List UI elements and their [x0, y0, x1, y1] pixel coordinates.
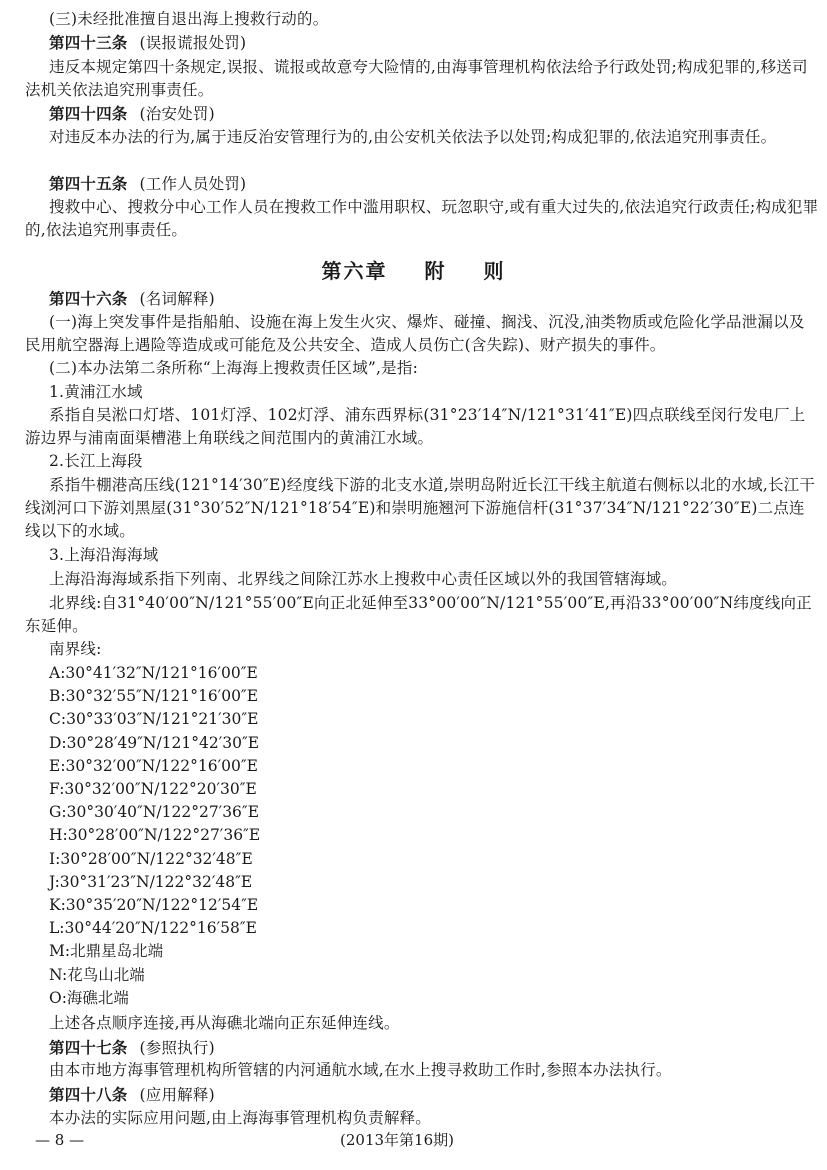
article-title: (误报谎报处罚): [139, 34, 247, 52]
article-title: (工作人员处罚): [139, 175, 247, 193]
paragraph: 对违反本办法的行为,属于违反治安管理行为的,由公安机关依法予以处罚;构成犯罪的,依法追究刑事责任。: [49, 128, 777, 146]
paragraph: (二)本办法第二条所称“上海海上搜救责任区域”,是指:: [49, 359, 418, 377]
article-heading: [25, 287, 820, 311]
article-number: 第四十五条: [49, 174, 128, 193]
article-title: (治安处罚): [139, 105, 215, 123]
paragraph: 系指牛棚港高压线(121°14′30″E)经度线下游的北支水道,崇明岛附近长江干线主航道右侧标以北的水域,长江干线浏河口下游刘黑屋(31°30′52″N/121°18′54″E)和崇明施翘河下游施信杆(31°37′34″N/121°22′30″E)二点连线以下的水域。: [25, 476, 816, 541]
chapter-label: 第六章: [321, 259, 388, 283]
boundary-point: M:北鼎星岛北端: [49, 942, 164, 961]
boundary-point: O:海礁北端: [49, 988, 129, 1007]
boundary-point: E:30°32′00″N/122°16′00″E: [49, 756, 258, 775]
paragraph: 2.长江上海段: [49, 452, 143, 470]
article-heading: [25, 102, 820, 126]
paragraph: 1.黄浦江水域: [49, 383, 143, 401]
article-title: (应用解释): [139, 1086, 215, 1104]
paragraph: 违反本规定第四十条规定,误报、谎报或故意夸大险情的,由海事管理机构依法给予行政处罚;构成犯罪的,移送司法机关依法追究刑事责任。: [25, 58, 808, 100]
article-title: (名词解释): [139, 290, 215, 308]
article-number: 第四十八条: [49, 1085, 128, 1104]
boundary-point: J:30°31′23″N/122°32′48″E: [49, 872, 253, 891]
page-number: — 8 —: [35, 1131, 85, 1149]
chapter-word-1: 附: [424, 259, 447, 283]
article-number: 第四十四条: [49, 104, 128, 123]
article-heading: [25, 1036, 820, 1060]
chapter-heading: [0, 255, 827, 284]
issue-label: (2013年第16期): [340, 1131, 454, 1149]
boundary-point: H:30°28′00″N/122°27′36″E: [49, 826, 261, 845]
boundary-point: I:30°28′00″N/122°32′48″E: [49, 849, 253, 868]
paragraph: 3.上海沿海海域: [49, 546, 159, 564]
chapter-word-2: 则: [483, 259, 506, 283]
boundary-point: G:30°30′40″N/122°27′36″E: [49, 803, 260, 822]
paragraph: 本办法的实际应用问题,由上海海事管理机构负责解释。: [49, 1109, 431, 1127]
article-number: 第四十六条: [49, 289, 128, 308]
paragraph: 搜救中心、搜救分中心工作人员在搜救工作中滥用职权、玩忽职守,或有重大过失的,依法追究行政责任;构成犯罪的,依法追究刑事责任。: [25, 198, 819, 240]
boundary-point: B:30°32′55″N/121°16′00″E: [49, 687, 259, 706]
article-heading: [25, 172, 820, 196]
boundary-point: F:30°32′00″N/122°20′30″E: [49, 780, 257, 798]
paragraph: 北界线:自31°40′00″N/121°55′00″E向正北延伸至33°00′00″N/121°55′00″E,再沿33°00′00″N纬度线向正东延伸。: [25, 594, 812, 636]
paragraph: 南界线:: [49, 640, 102, 658]
article-number: 第四十三条: [49, 33, 128, 52]
paragraph: (三)未经批准擅自退出海上搜救行动的。: [49, 10, 329, 28]
boundary-point: K:30°35′20″N/122°12′54″E: [49, 896, 259, 914]
paragraph: 上海沿海海域系指下列南、北界线之间除江苏水上搜救中心责任区域以外的我国管辖海域。: [49, 570, 678, 588]
paragraph: (一)海上突发事件是指船舶、设施在海上发生火灾、爆炸、碰撞、搁浅、沉没,油类物质或危险化学品泄漏以及民用航空器海上遇险等造成或可能危及公共安全、造成人员伤亡(含失踪)、财产损失的事件。: [25, 313, 805, 355]
boundary-point: C:30°33′03″N/121°21′30″E: [49, 710, 259, 729]
paragraph: 系指自吴淞口灯塔、101灯浮、102灯浮、浦东西界标(31°23′14″N/121°31′41″E)四点联线至闵行发电厂上游边界与浦南面渠槽港上角联线之间范围内的黄浦江水域。: [25, 406, 806, 448]
boundary-point: N:花鸟山北端: [49, 965, 145, 984]
article-heading: [25, 31, 820, 55]
paragraph: 上述各点顺序连接,再从海礁北端向正东延伸连线。: [49, 1014, 400, 1032]
article-heading: [25, 1083, 820, 1107]
article-title: (参照执行): [139, 1039, 215, 1057]
boundary-point: D:30°28′49″N/121°42′30″E: [49, 733, 260, 752]
boundary-point: L:30°44′20″N/122°16′58″E: [49, 919, 257, 938]
paragraph: 由本市地方海事管理机构所管辖的内河通航水域,在水上搜寻救助工作时,参照本办法执行。: [49, 1061, 672, 1079]
boundary-point: A:30°41′32″N/121°16′00″E: [49, 664, 258, 682]
article-number: 第四十七条: [49, 1038, 128, 1057]
